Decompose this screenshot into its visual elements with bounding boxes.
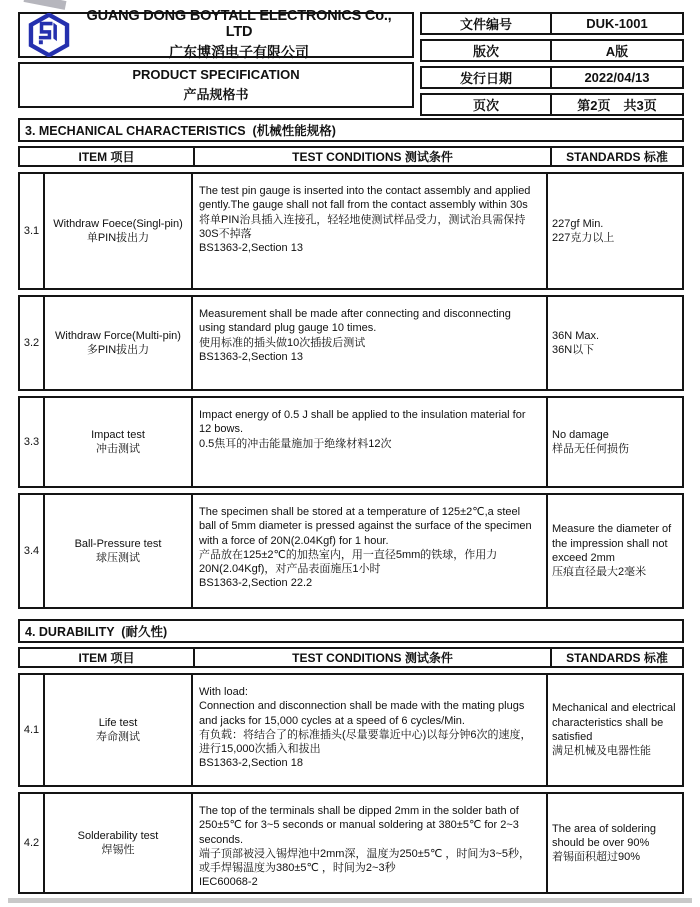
document-info-table [420,12,684,113]
standard-line: 压痕直径最大2毫米 [552,566,647,579]
condition-line: BS1363-2,Section 13 [199,350,303,363]
issue-date-label: 发行日期 [422,68,552,87]
standard-line: 满足机械及电器性能 [552,745,651,758]
column-header-item: ITEM 项目 [20,148,195,165]
revision-label: 版次 [422,41,552,60]
issue-date-value: 2022/04/13 [584,70,650,85]
info-row-doc-number [420,12,684,35]
row-number: 3.2 [20,297,45,389]
condition-line: 端子顶部被浸入锡焊池中2mm深，温度为250±5℃ ，时间为3~5秒，或手焊锡温度为380±5℃ ，时间为2~3秒 [199,847,531,875]
row-number: 3.4 [20,495,45,607]
standard-line: 227克力以上 [552,232,615,244]
doc-number-value: DUK-1001 [586,16,648,31]
condition-line: Connection and disconnection shall be made with the mating plugs and jacks for 15,000 cycles at a speed of 6 cycles/Min. [199,700,525,727]
standard-line: 着锡面积超过90% [552,851,641,864]
item-name-en: Withdraw Force(Multi-pin) [55,329,181,342]
item-cell [45,495,193,607]
standard-line: 227gf Min. [552,217,604,230]
condition-line: 0.5焦耳的冲击能量施加于绝缘材料12次 [199,437,392,450]
specification-sheet [18,8,684,894]
condition-line: 产品放在125±2℃的加热室内，用一直径5mm的铁球，作用力20N(2.04Kgf)，对产品表面施压1小时 [199,548,498,576]
condition-line: BS1363-2,Section 18 [199,757,303,770]
item-cell [45,675,193,785]
conditions-cell [193,174,548,288]
conditions-cell [193,675,548,785]
conditions-cell [193,794,548,892]
item-name-en: Ball-Pressure test [74,537,162,550]
table-row [18,673,684,787]
info-row-revision [420,39,684,62]
column-header-conditions: TEST CONDITIONS 测试条件 [195,649,552,666]
column-header-row [18,647,684,668]
item-name-cn: 多PIN拔出力 [86,344,150,356]
conditions-cell [193,495,548,607]
item-name-cn: 球压测试 [96,552,140,564]
standard-line: 样品无任何损伤 [552,443,629,455]
condition-line: The specimen shall be stored at a temperature of 125±2℃,a steel ball of 5mm diameter is pressed against the surface of the specimen with a force of 20N(2.04Kgf) for 1 hour. [199,506,532,547]
scan-edge-artifact [8,898,692,903]
standard-line: 36N以下 [552,344,595,356]
section-title-mechanical: 3. MECHANICAL CHARACTERISTICS (机械性能规格) [18,118,684,142]
condition-line: Impact energy of 0.5 J shall be applied to the insulation material for 12 bows. [199,409,526,436]
item-cell [45,174,193,288]
table-row [18,295,684,391]
condition-line: BS1363-2,Section 22.2 [199,577,313,590]
table-row [18,172,684,290]
condition-line: With load: [199,686,248,698]
standards-cell [548,297,682,389]
standard-line: No damage [552,428,609,441]
condition-line: BS1363-2,Section 13 [199,242,303,255]
page-label: 页次 [422,95,552,114]
header-left [18,8,414,108]
company-name-cn: 广东博滔电子有限公司 [169,44,309,60]
column-header-standards: STANDARDS 标准 [566,150,668,164]
page-value: 第2页 共3页 [577,98,657,113]
column-header-standards: STANDARDS 标准 [566,651,668,665]
item-cell [45,297,193,389]
item-cell [45,794,193,892]
company-block [18,8,414,60]
item-name-en: Life test [98,716,138,729]
table-row [18,396,684,488]
condition-line: IEC60068-2 [199,876,258,889]
column-header-conditions: TEST CONDITIONS 测试条件 [195,148,552,165]
info-row-page [420,93,684,116]
condition-line: Measurement shall be made after connecting and disconnecting using standard plug gauge 10 times. [199,308,511,335]
row-number: 4.2 [20,794,45,892]
table-row [18,493,684,609]
conditions-cell [193,297,548,389]
item-name-en: Solderability test [77,829,159,842]
hexagon-logo-icon [27,13,71,57]
column-header-row [18,146,684,167]
standard-line: Measure the diameter of the impression shall not exceed 2mm [552,523,672,564]
doc-number-label: 文件编号 [422,14,552,33]
standards-cell [548,174,682,288]
item-cell [45,398,193,486]
item-name-cn: 焊锡性 [101,844,135,856]
column-header-item: ITEM 项目 [20,649,195,666]
item-name-en: Impact test [91,428,145,441]
item-name-cn: 寿命测试 [96,731,140,743]
condition-line: The top of the terminals shall be dipped 2mm in the solder bath of 250±5℃ for 3~5 seconds or manual soldering at 380±5℃ for 2~3 seconds. [199,805,519,846]
scan-corner-artifact [24,0,67,10]
document-header [18,8,684,113]
condition-line: The test pin gauge is inserted into the contact assembly and applied gently.The gauge shall not fall from the contact assembly within 30s [199,185,531,212]
row-number: 4.1 [20,675,45,785]
standard-line: The area of soldering should be over 90% [552,822,656,849]
item-name-cn: 单PIN拔出力 [86,232,150,244]
conditions-cell [193,398,548,486]
condition-line: 有负载：将结合了的标准插头(尽量要靠近中心)以每分钟6次的速度，进行15,000次插入和拔出 [199,728,532,756]
document-title-block [18,62,414,108]
row-number: 3.3 [20,398,45,486]
item-name-cn: 冲击测试 [96,443,140,455]
company-name-en: GUANG DONG BOYTALL ELECTRONICS Co., LTD [86,8,392,40]
standard-line: Mechanical and electrical characteristics shall be satisfied [552,702,676,743]
document-title-cn: 产品规格书 [183,87,249,102]
company-name [72,8,406,62]
document-title-en: PRODUCT SPECIFICATION [132,67,300,82]
standards-cell [548,495,682,607]
standards-cell [548,398,682,486]
standard-line: 36N Max. [552,329,600,342]
standards-cell [548,675,682,785]
row-number: 3.1 [20,174,45,288]
section-title-durability: 4. DURABILITY (耐久性) [18,619,684,643]
item-name-en: Withdraw Foece(Singl-pin) [53,217,183,230]
table-row [18,792,684,894]
standards-cell [548,794,682,892]
company-logo-icon [26,12,72,58]
revision-value: A版 [605,44,629,59]
info-row-issue-date [420,66,684,89]
condition-line: 使用标准的插头做10次插拔后测试 [199,336,366,349]
condition-line: 将单PIN治具插入连接孔，轻轻地使测试样品受力，测试治具需保持30S不掉落 [199,213,526,240]
